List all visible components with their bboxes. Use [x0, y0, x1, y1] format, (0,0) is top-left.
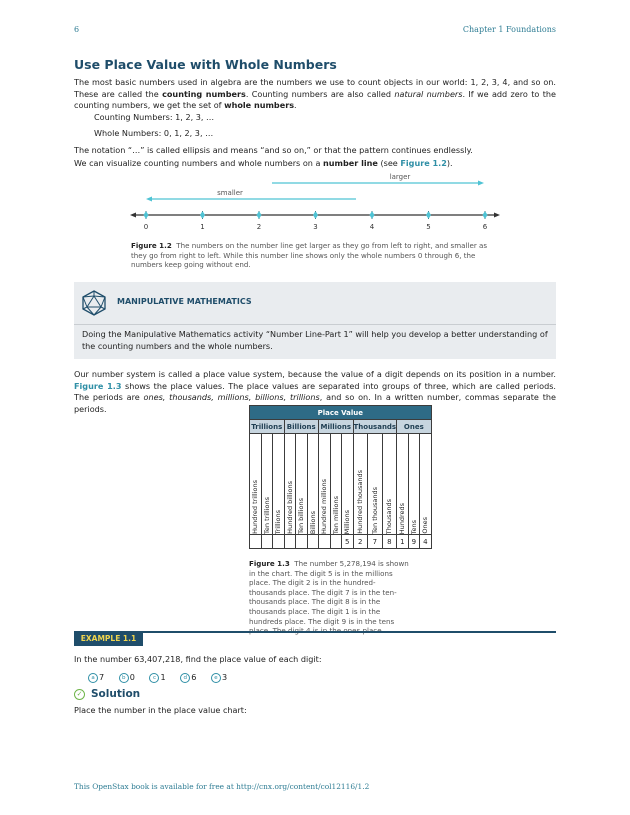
choice-marker: a: [88, 673, 98, 683]
number-line-tick-label: 6: [482, 223, 488, 231]
choice-marker: b: [119, 673, 129, 683]
manipulative-header: [74, 282, 556, 324]
counting-numbers-line: Counting Numbers: 1, 2, 3, …: [94, 112, 215, 122]
place-name: Billions: [308, 510, 317, 534]
number-line-tick-label: 3: [313, 223, 318, 231]
digit-cell: [296, 535, 308, 549]
right-axis-arrow: [494, 213, 500, 218]
number-line-figure: [120, 170, 510, 235]
number-line-point: [257, 211, 262, 219]
period-ones: Ones: [397, 420, 432, 434]
period-thousands: Thousands: [353, 420, 397, 434]
figure-1-2-label: Figure 1.2: [131, 241, 172, 250]
number-line-point: [483, 211, 488, 219]
figure-1-2-link[interactable]: Figure 1.2: [400, 158, 447, 168]
number-line-point: [200, 211, 205, 219]
place-name: Ten billions: [297, 498, 306, 534]
digit-cell: [284, 535, 296, 549]
digit-cell: [250, 535, 262, 549]
place-name: Hundreds: [398, 502, 407, 534]
example-label: EXAMPLE 1.1: [74, 632, 143, 646]
figure-1-3-caption: Figure 1.3 The number 5,278,194 is shown in the chart. The digit 5 is in the millions place. The digit 2 is in the hundred-thousands place. The digit 7 is in the ten-thousands place. The digit 8 is in the thousands place. The digit 1 is in the hundreds place. The digit 9 is in the tens: [249, 559, 409, 626]
larger-label: larger: [389, 173, 411, 181]
place-name: Ten thousands: [370, 487, 379, 534]
period-billions: Billions: [284, 420, 319, 434]
number-line-point: [144, 211, 149, 219]
choice-d: d 6: [180, 672, 196, 682]
place-name: Hundred thousands: [356, 470, 365, 534]
icosahedron-icon: [82, 290, 106, 316]
visualize-paragraph: We can visualize counting numbers and whole numbers on a number line (see Figure 1.2).: [74, 158, 453, 168]
place-name: Millions: [343, 509, 352, 534]
example-prompt: In the number 63,407,218, find the place value of each digit:: [74, 654, 322, 664]
place-value-paragraph: Our number system is called a place value system, because the value of a digit depends on its position in a number. Figure 1.3 shows the place values. The place values are separated into groups of three, which are called periods. The periods are ones, thousands, millions, billions, trillions, and so on. In a written number, commas separate the periods.: [74, 369, 557, 414]
section-title: Use Place Value with Whole Numbers: [74, 57, 337, 72]
choice-b: b 0: [119, 672, 135, 682]
place-value-chart: [249, 405, 432, 549]
digit-cell: [307, 535, 319, 549]
manipulative-text: Doing the Manipulative Mathematics activity “Number Line-Part 1” will help you develop a better understanding of the counting numbers and the whole numbers.: [82, 329, 548, 351]
digit-cell: 4: [420, 535, 432, 549]
number-line-point: [313, 211, 318, 219]
ellipsis-note: The notation “…” is called ellipsis and means “and so on,” or that the pattern continues endlessly.: [74, 145, 473, 155]
number-line-point: [426, 211, 431, 219]
digit-cell: 2: [353, 535, 368, 549]
choice-c: c 1: [149, 672, 165, 682]
digit-cell: [330, 535, 342, 549]
place-name: Ten trillions: [262, 497, 271, 534]
number-line-ticks: [144, 211, 488, 231]
solution-title: Solution: [91, 688, 141, 700]
place-name: Hundred billions: [285, 481, 294, 534]
digit-cell: 5: [342, 535, 354, 549]
place-name: Tens: [409, 519, 418, 534]
number-line-tick-label: 1: [200, 223, 205, 231]
choice-e: e 3: [211, 672, 227, 682]
number-line-tick-label: 2: [256, 223, 262, 231]
place-name: Thousands: [385, 498, 394, 534]
smaller-label: smaller: [217, 189, 243, 197]
place-name: Ten millions: [331, 495, 340, 534]
period-millions: Millions: [319, 420, 354, 434]
larger-arrowhead: [478, 181, 484, 186]
digit-cell: [273, 535, 285, 549]
period-trillions: Trillions: [250, 420, 285, 434]
place-name: Trillions: [274, 509, 283, 534]
figure-1-2-caption: Figure 1.2 The numbers on the number line get larger as they go from left to right, and smaller as they go from right to left. While this number line shows only the whole numbers 0 through 6, the numbers keep going without end.: [131, 241, 488, 270]
choice-marker: e: [211, 673, 221, 683]
page-number: 6: [74, 25, 80, 34]
manipulative-mathematics-box: [74, 282, 556, 359]
checkmark-icon: ✓: [74, 689, 85, 700]
digit-cell: [319, 535, 331, 549]
choice-marker: d: [180, 673, 190, 683]
digit-cell: [261, 535, 273, 549]
number-line-point: [370, 211, 375, 219]
running-header: Chapter 1 Foundations: [462, 25, 556, 34]
page-footer: This OpenStax book is available for free at http://cnx.org/content/col12116/1.2: [74, 782, 370, 791]
chart-title: Place Value: [250, 406, 432, 420]
figure-1-3-label: Figure 1.3: [249, 559, 290, 568]
digit-cell: 1: [397, 535, 409, 549]
solution-text: Place the number in the place value chart:: [74, 705, 247, 715]
manipulative-divider: [74, 324, 556, 325]
digit-cell: 8: [382, 535, 397, 549]
figure-1-3-link[interactable]: Figure 1.3: [74, 380, 122, 391]
left-axis-arrow: [130, 213, 136, 218]
place-name: Hundred trillions: [251, 480, 260, 534]
place-name: Ones: [421, 517, 430, 534]
number-line-tick-label: 5: [426, 223, 431, 231]
smaller-arrowhead: [146, 197, 152, 202]
number-line-tick-label: 0: [143, 223, 149, 231]
whole-numbers-line: Whole Numbers: 0, 1, 2, 3, …: [94, 128, 214, 138]
intro-paragraph: The most basic numbers used in algebra are the numbers we use to count objects in our world: 1, 2, 3, 4, and so on. These are called the counting numbers. Counting numbers are also called natural numbers. If we add zero to the counting numbers, we get the set of whole numbers.: [74, 77, 556, 110]
digit-cell: 7: [368, 535, 383, 549]
choice-marker: c: [149, 673, 159, 683]
example-rule: [74, 631, 556, 633]
place-name: Hundred millions: [320, 478, 329, 534]
number-line-tick-label: 4: [369, 223, 375, 231]
example-choices: [88, 672, 239, 683]
choice-a: a 7: [88, 672, 104, 682]
digit-cell: 9: [408, 535, 420, 549]
manipulative-title: MANIPULATIVE MATHEMATICS: [117, 297, 252, 306]
